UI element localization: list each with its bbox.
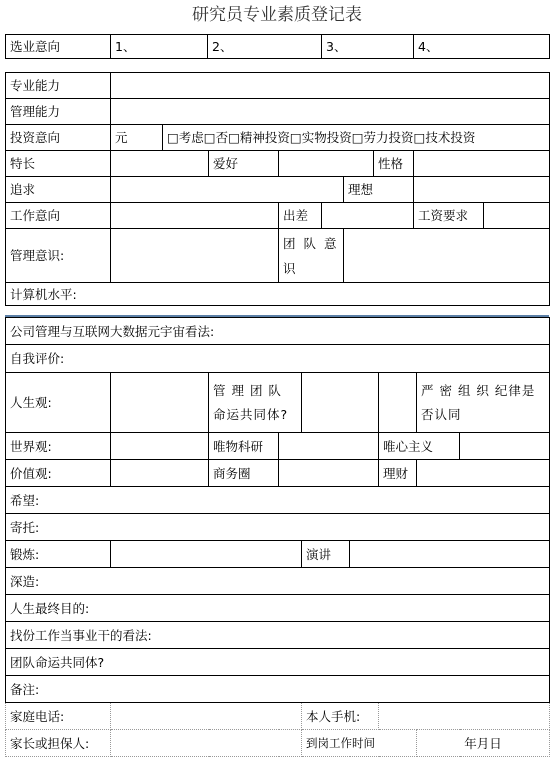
character-field[interactable]: [414, 151, 550, 177]
note-row[interactable]: 备注:: [6, 676, 550, 703]
work-label: 工作意向: [6, 203, 111, 229]
invest-label: 投资意向: [6, 125, 111, 151]
mgmt-sense-label: 管理意识:: [6, 229, 111, 283]
hobby-label: 爱好: [209, 151, 279, 177]
entrust-row[interactable]: 寄托:: [6, 514, 550, 541]
speech-label: 演讲: [302, 541, 350, 568]
invest-options[interactable]: □考虑□否□精神投资□实物投资□劳力投资□技术投资: [163, 125, 550, 151]
materialist-label: 唯物科研: [209, 433, 279, 460]
views-table: [5, 317, 550, 757]
hobby-field[interactable]: [279, 151, 374, 177]
business-field[interactable]: [279, 460, 379, 487]
home-phone-field[interactable]: [111, 703, 302, 730]
mobile-field[interactable]: [379, 703, 550, 730]
choice-label: 选业意向: [6, 35, 111, 59]
trip-field[interactable]: [322, 203, 414, 229]
trip-label: 出差: [279, 203, 322, 229]
life-view-field[interactable]: [111, 373, 209, 433]
arrival-label: 到岗工作时间: [302, 730, 417, 757]
mgmt-ability-field[interactable]: [111, 99, 550, 125]
company-view[interactable]: 公司管理与互联网大数据元宇宙看法:: [6, 318, 550, 345]
salary-label: 工资要求: [414, 203, 484, 229]
salary-field[interactable]: [484, 203, 550, 229]
prof-ability-label: 专业能力: [6, 73, 111, 99]
guardian-label: 家长或担保人:: [6, 730, 111, 757]
speech-field[interactable]: [350, 541, 550, 568]
invest-unit: 元: [111, 125, 163, 151]
idealist-field[interactable]: [460, 433, 550, 460]
finance-field[interactable]: [417, 460, 550, 487]
values-label: 价值观:: [6, 460, 111, 487]
idealist-label: 唯心主义: [379, 433, 460, 460]
team-sense-field[interactable]: [344, 229, 550, 283]
ideal-label: 理想: [344, 177, 414, 203]
computer-level[interactable]: 计算机水平:: [6, 283, 550, 306]
pursuit-label: 追求: [6, 177, 111, 203]
values-field[interactable]: [111, 460, 209, 487]
business-label: 商务圈: [209, 460, 279, 487]
choice-2[interactable]: 2、: [208, 35, 322, 59]
choice-3[interactable]: 3、: [322, 35, 414, 59]
speciality-field[interactable]: [111, 151, 209, 177]
life-view-label: 人生观:: [6, 373, 111, 433]
mgmt-ability-label: 管理能力: [6, 99, 111, 125]
choice-1[interactable]: 1、: [111, 35, 208, 59]
exercise-field[interactable]: [111, 541, 302, 568]
mobile-label: 本人手机:: [302, 703, 379, 730]
world-view-field[interactable]: [111, 433, 209, 460]
exercise-label: 锻炼:: [6, 541, 111, 568]
hope-row[interactable]: 希望:: [6, 487, 550, 514]
team-fate-question: 管 理 团 队 命运共同体?: [209, 373, 302, 433]
team-fate-field[interactable]: [302, 373, 379, 433]
finance-label: 理财: [379, 460, 417, 487]
guardian-field[interactable]: [111, 730, 302, 757]
spacer-field[interactable]: [379, 373, 417, 433]
profile-table: [5, 72, 550, 306]
speciality-label: 特长: [6, 151, 111, 177]
strict-discipline-question: 严 密 组 织 纪律是否认同: [417, 373, 550, 433]
team-fate-row[interactable]: 团队命运共同体?: [6, 649, 550, 676]
study-row[interactable]: 深造:: [6, 568, 550, 595]
career-view-row[interactable]: 找份工作当事业干的看法:: [6, 622, 550, 649]
life-purpose-row[interactable]: 人生最终目的:: [6, 595, 550, 622]
home-phone-label: 家庭电话:: [6, 703, 111, 730]
ideal-field[interactable]: [414, 177, 550, 203]
materialist-field[interactable]: [279, 433, 379, 460]
self-evaluation[interactable]: 自我评价:: [6, 345, 550, 373]
work-field[interactable]: [111, 203, 279, 229]
pursuit-field[interactable]: [111, 177, 344, 203]
mgmt-sense-field[interactable]: [111, 229, 279, 283]
choice-4[interactable]: 4、: [414, 35, 550, 59]
character-label: 性格: [374, 151, 414, 177]
team-sense-label: 团 队 意识: [279, 229, 344, 283]
page-title: 研究员专业素质登记表: [192, 5, 362, 25]
choice-table: [5, 34, 550, 59]
arrival-date[interactable]: 年月日: [417, 730, 550, 757]
world-view-label: 世界观:: [6, 433, 111, 460]
prof-ability-field[interactable]: [111, 73, 550, 99]
